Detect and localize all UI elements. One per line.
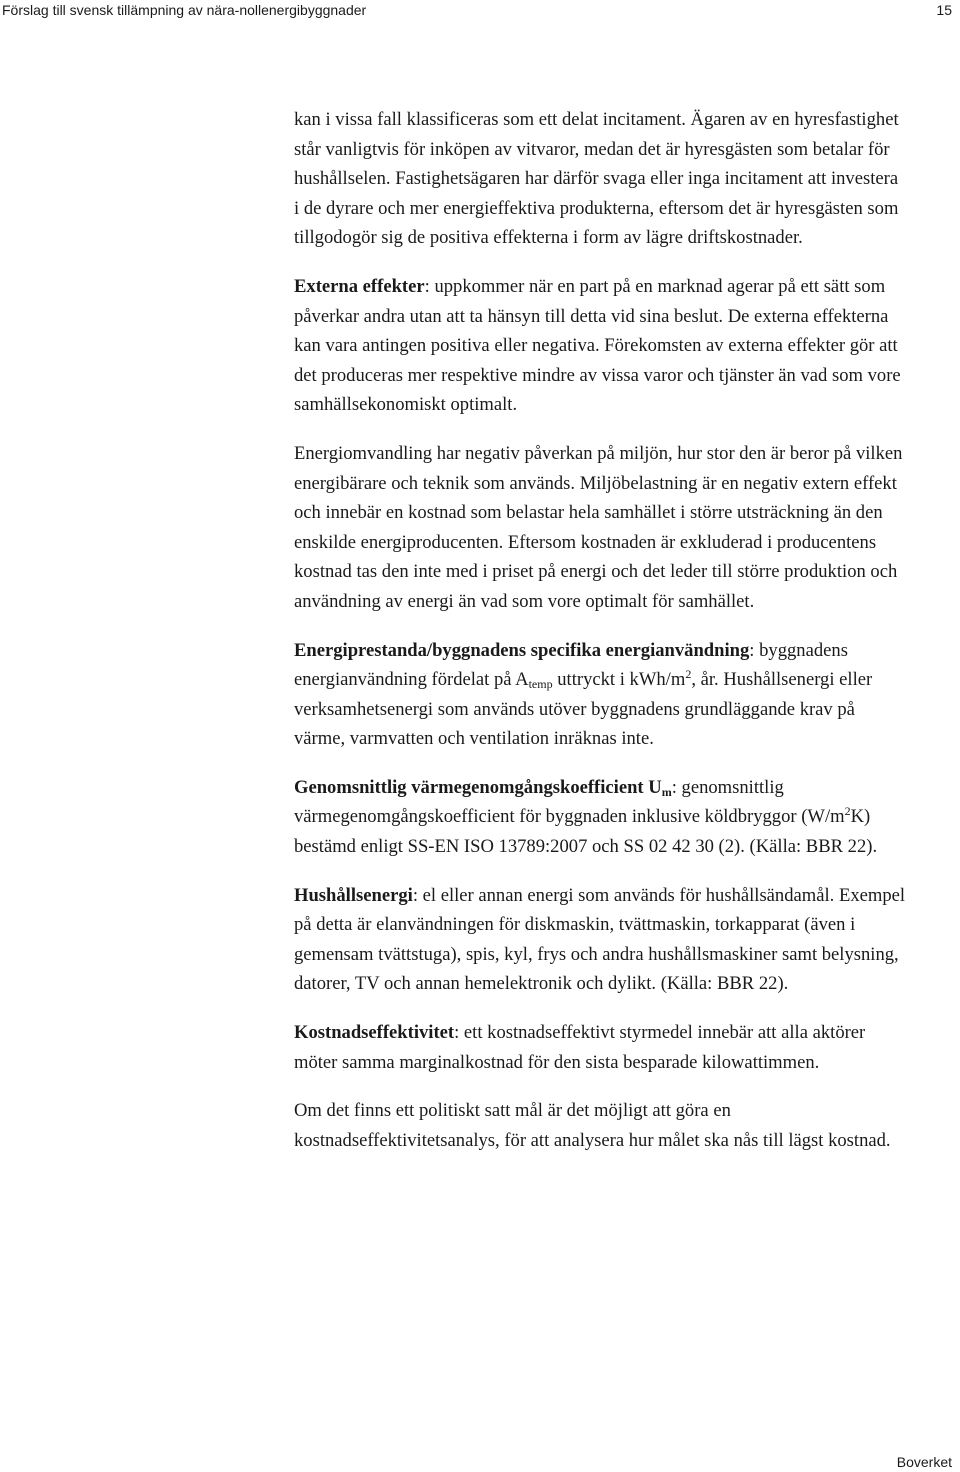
term-energiprestanda: Energiprestanda/byggnadens specifika energianvändning <box>294 639 750 661</box>
superscript-2: 2 <box>685 667 692 682</box>
paragraph-energiprestanda <box>294 636 906 754</box>
term-um-koefficient <box>294 777 672 798</box>
paragraph-um-koefficient <box>294 773 906 862</box>
paragraph-hushallsenergi <box>294 881 906 999</box>
paragraph-kostnadseffektivitetsanalys: Om det finns ett politiskt satt mål är det möjligt att göra en kostnadseffektivitetsanalys, för att analysera hur målet ska nås till lägst kostnad. <box>294 1100 891 1151</box>
page-number: 15 <box>936 2 952 18</box>
term-hushallsenergi: Hushållsenergi <box>294 884 413 906</box>
definition-text: uttryckt i kWh/m <box>552 669 686 691</box>
definition-text: : ett kostnadseffektivt styrmedel innebär att alla aktörer möter samma marginalkostnad för den sista besparade kilowattimmen. <box>294 1022 866 1073</box>
term-kostnadseffektivitet: Kostnadseffektivitet <box>294 1022 455 1044</box>
definition-text: , år. Hushållsenergi eller verksamhetsenergi som används utöver byggnadens grundläggande krav på värme, varmvatten och ventilation inräknas inte. <box>294 669 873 750</box>
subscript-temp: temp <box>528 677 553 692</box>
page-footer <box>897 1454 952 1470</box>
paragraph-delat-incitament: kan i vissa fall klassificeras som ett delat incitament. Ägaren av en hyresfastighet står vanligtvis för inköpen av vitvaror, medan det är hyresgästen som betalar för hushållselen. Fastighetsägaren har därför svaga eller inga incitament att investera i de dyrare och mer energieffektiva produkterna, eftersom det är hyresgästen som tillgodogör sig de positiva effekterna i form av lägre driftskostnader. <box>294 109 899 249</box>
document-body <box>294 105 906 1174</box>
term-text: Genomsnittlig värmegenomgångskoefficient U <box>294 776 662 798</box>
page-header <box>0 0 960 22</box>
paragraph-energiomvandling: Energiomvandling har negativ påverkan på miljön, hur stor den är beror på vilken energibärare och teknik som används. Miljöbelastning är en negativ extern effekt och innebär en kostnad som belastar hela samhället i större utsträckning än den enskilde energiproducenten. Eftersom kostnaden är exkluderad i producentens kostnad tas den inte med i priset på energi och det leder till större produktion och användning av energi än vad som vore optimalt för samhället. <box>294 442 903 612</box>
document-title: Förslag till svensk tillämpning av nära-nollenergibyggnader <box>2 2 367 18</box>
paragraph-kostnadseffektivitet <box>294 1018 906 1077</box>
subscript-m: m <box>661 784 672 799</box>
definition-text: : el eller annan energi som används för hushållsändamål. Exempel på detta är elanvändningen för diskmaskin, tvättmaskin, torkapparat (även i gemensam tvättstuga), spis, kyl, frys och andra hushållsmaskiner samt belysning, datorer, TV och annan hemelektronik och dylikt. (Källa: BBR 22). <box>294 884 906 995</box>
definition-text: : uppkommer när en part på en marknad agerar på ett sätt som påverkar andra utan att ta hänsyn till detta vid sina beslut. De externa effekterna kan vara antingen positiva eller negativa. Förekomsten av externa effekter gör att det produceras mer respektive mindre av vissa varor och tjänster än vad som vore samhällsekonomiskt optimalt. <box>294 275 901 416</box>
paragraph-externa-effekter <box>294 272 906 420</box>
footer-brand: Boverket <box>896 1454 952 1470</box>
definition-text: : byggnadens energianvändning fördelat på A <box>294 639 848 691</box>
definition-text: K) bestämd enligt SS-EN ISO 13789:2007 och SS 02 42 30 (2). (Källa: BBR 22). <box>294 806 878 858</box>
superscript-2: 2 <box>844 804 851 819</box>
term-externa-effekter: Externa effekter <box>294 275 425 297</box>
definition-text: : genomsnittlig värmegenomgångskoefficient för byggnaden inklusive köldbryggor (W/m <box>294 776 845 828</box>
